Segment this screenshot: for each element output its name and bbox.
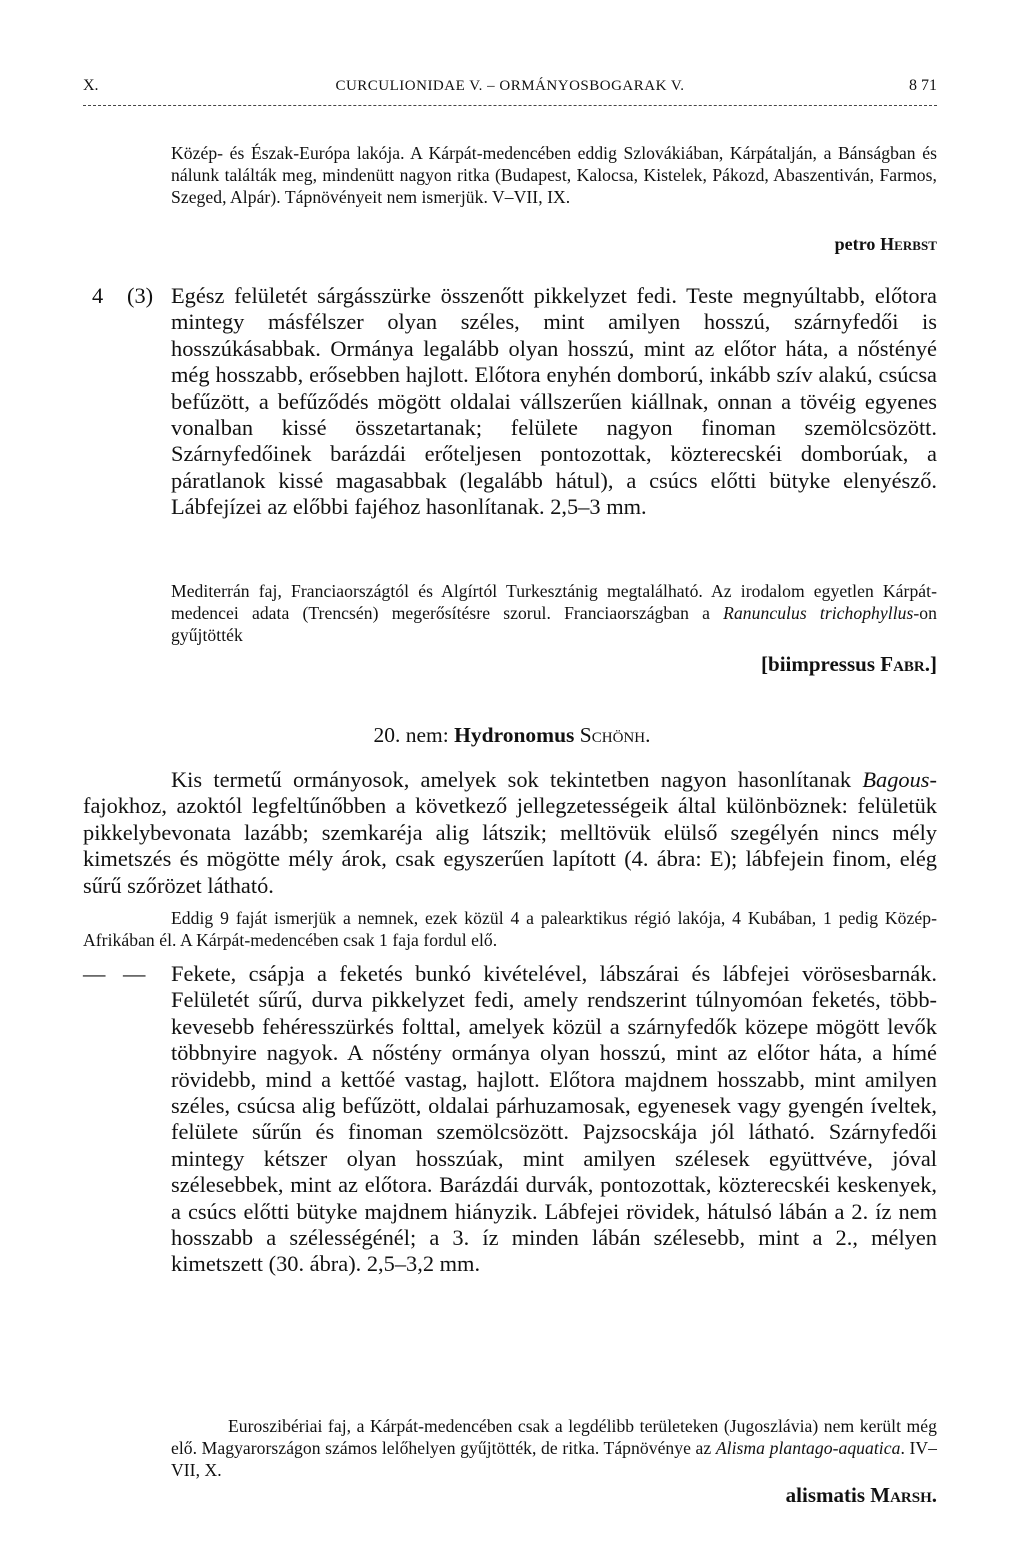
page-number: 8 71 [909,77,937,94]
plant-name: Ranunculus trichophyllus [723,603,914,623]
genus-note: Eddig 9 faját ismerjük a nemnek, ezek közül 4 a palearktikus régió lakója, 4 Kubában, 1 pedig Közép-Afrikában él. A Kárpát-medencében csak 1 faja fordul elő. [83,908,937,950]
plant-name: Alisma plantago-aquatica [715,1438,901,1458]
distribution-note-alismatis [171,1415,937,1481]
species-author: Herbst [880,234,937,254]
note-text-end: . IV–VII, X. [171,1438,937,1480]
couplet-dash-marker: — — [83,961,152,986]
note-text: Mediterrán faj, Franciaországtól és Algírtól Turkesztánig megtalálható. Az irodalom egyetlen Kárpát-medencei adata (Trencsén) megerősítésre szorul. Franciaországban a [171,581,937,623]
distribution-note-petro: Közép- és Észak-Európa lakója. A Kárpát-medencében eddig Szlovákiában, Kárpátalján, a Bánságban és nálunk találták meg, mindenütt nagyon ritka (Budapest, Kalocsa, Kistelek, Pákozd, Abaszentiván, Farmos, Szeged, Alpár). Tápnövényeit nem ismerjük. V–VII, IX. [171,143,937,207]
couplet-number: 4 [92,283,104,308]
couplet-dash-text: Fekete, csápja a feketés bunkó kivételével, lábszárai és lábfejei vörösesbarnák. Felületét sűrű, durva pikkelyzet fedi, amely rendszerint túlnyomóan feketés, több-kevesebb fehéresszürkés folttal, amelyek közül a szárnyfedők közepe mögött levők többnyire nagyok. A nőstény ormánya olyan hosszú, mint az előtor háta, a hímé rövidebb, mind a kettőé vastag, hajlott. Előtora majdnem hosszabb, mint amilyen széles, csúcsa alig befűzött, oldalai párhuzamosak, egyenesek vagy gyengén íveltek, felülete sűrűn és finoman szemölcsözött. Pajzsocskája jól látható. Szárnyfedői mintegy kétszer olyan hosszúak, mint amilyen szélesek együttvéve, jóval szélesebbek, mint az előtora. Barázdái durvák, pontozottak, közterecskéi keskenyek, a csúcs előtti bütyke majdnem hiányzik. Lábfejei rövidek, hátulsó lábán a 2. íz nem hosszabb a szélességénél; a 3. íz minden lábán szélesebb, mint a 2., mélyen kimetszett (30. ábra). 2,5–3,2 mm. [171,961,937,1277]
genus-description [83,767,937,899]
genus-number: 20. nem: [373,723,449,747]
species-name-petro [835,233,937,255]
species-author: Fabr.] [880,652,937,676]
note-text: Euroszibériai faj, a Kárpát-medencében csak a legdélibb területeken (Jugoszlávia) nem került még elő. Magyarországon számos lelőhelyen gyűjtötték, de ritka. Tápnövénye az [171,1416,937,1458]
species-epithet: petro [834,234,876,254]
species-epithet: alismatis [785,1483,865,1507]
running-header [83,77,937,101]
header-rule [83,105,937,106]
couplet-text: Egész felületét sárgásszürke összenőtt pikkelyzet fedi. Teste megnyúltabb, előtora mintegy másfélszer olyan széles, mint amilyen hosszú, szárnyfedői is hosszúkásabbak. Ormánya legalább olyan hosszú, mint az előtor háta, a nőstényé még hosszabb, erősebben hajlott. Előtora enyhén domború, inkább szív alakú, csúcsa befűzött, a befűződés mögött oldalai vállszerűen kiállnak, onnan a tövéig egyenes vonalban kissé összetartanak; felülete nagyon finoman szemölcsözött. Szárnyfedőinek barázdái erőteljesen pontozottak, közterecskéi domborúak, a páratlanok kissé magasabbak (legalább hátul), a csúcs előtti bütyke elenyésző. Lábfejízei az előbbi fajéhoz hasonlítanak. 2,5–3 mm. [171,283,937,520]
note-text-end: -on gyűjtötték [171,603,937,645]
species-name-biimpressus [761,652,937,677]
genus-author: Schönh. [579,723,651,747]
distribution-note-biimpressus [171,580,937,646]
species-epithet: [biimpressus [761,652,875,676]
genus-reference: Bagous [862,767,930,792]
chapter-number: X. [83,77,99,94]
running-title: CURCULIONIDAE V. – ORMÁNYOSBOGARAK V. [335,78,685,94]
genus-heading [0,723,1024,748]
description-text: Kis termetű ormányosok, amelyek sok tekintetben nagyon hasonlítanak [171,767,863,792]
genus-name: Hydronomus [454,723,575,747]
description-text-end: -fajokhoz, azoktól legfeltűnőbben a következő jellegzetességeik által különböznek: felületük pikkelybevonata lazább; szemkaréja alig látszik; melltövük elülső szegélyén nincs mély kimetszés és mögötte mély árok, csak egyszerűen lapított (4. ábra: E); lábfejein finom, elég sűrű szőrözet látható. [83,767,937,898]
couplet-reference: (3) [127,283,154,308]
species-author: Marsh. [870,1483,937,1507]
species-name-alismatis [786,1483,937,1508]
